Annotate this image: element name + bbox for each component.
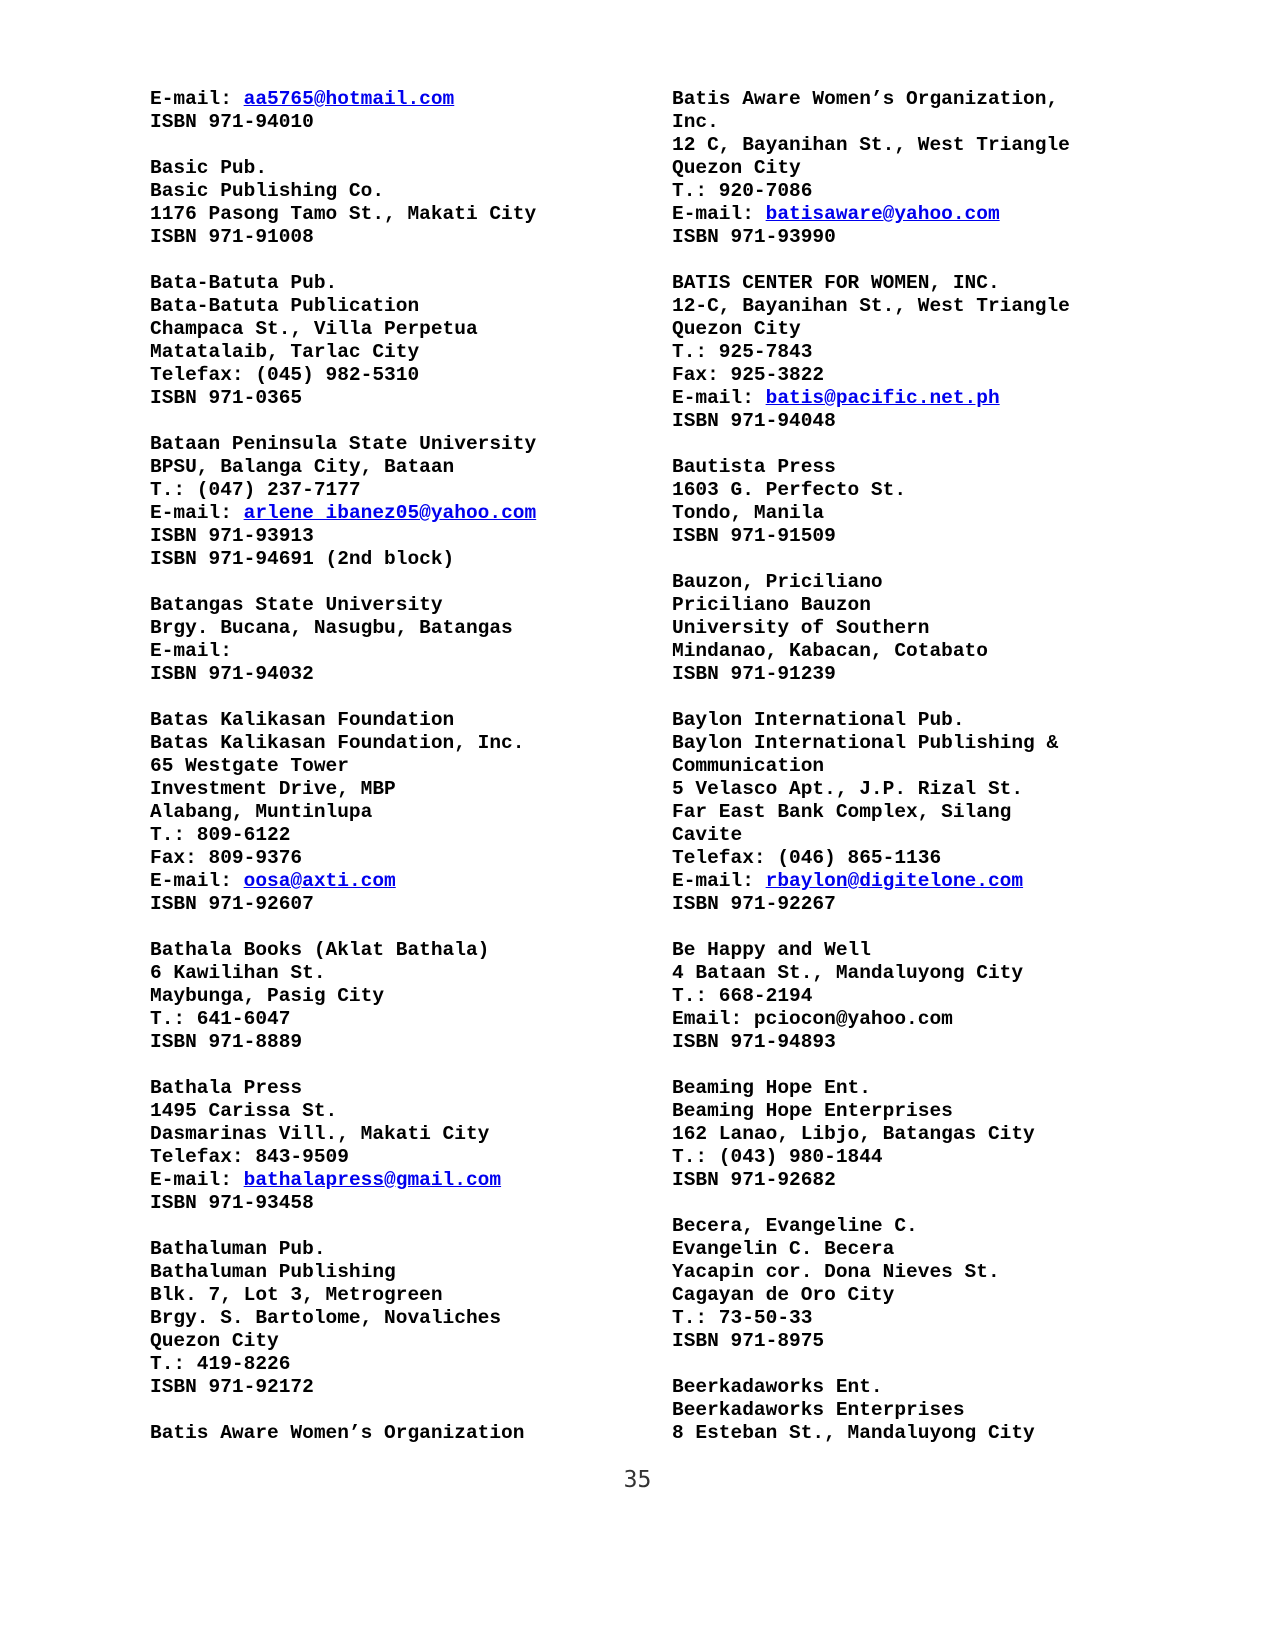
entry-line: T.: (047) 237-7177 [150,479,361,501]
email-label: E-mail: [672,870,766,892]
entry-line: Brgy. Bucana, Nasugbu, Batangas [150,617,513,639]
entry-line: ISBN 971-93458 [150,1192,314,1214]
entry-line: ISBN 971-92267 [672,893,836,915]
entry-line: Quezon City [150,1330,279,1352]
publisher-entry [672,272,1192,433]
entry-line: Batas Kalikasan Foundation, Inc. [150,732,525,754]
entry-line: Inc. [672,111,719,133]
email-link[interactable]: rbaylon@digitelone.com [765,870,1024,892]
entry-line: Bathaluman Publishing [150,1261,396,1283]
email-label: E-mail: [672,203,766,225]
entry-line: 12 C, Bayanihan St., West Triangle [672,134,1070,156]
email-line [150,88,670,111]
entry-line: Baylon International Pub. [672,709,965,731]
entry-line: Fax: 809-9376 [150,847,303,869]
entry-line: ISBN 971-92682 [672,1169,836,1191]
entry-line: Investment Drive, MBP [150,778,396,800]
entry-line: 4 Bataan St., Mandaluyong City [672,962,1024,984]
entry-line: ISBN 971-91509 [672,525,836,547]
publisher-entry [150,157,670,249]
email-link[interactable]: batis@pacific.net.ph [765,387,1000,409]
entry-line: Mindanao, Kabacan, Cotabato [672,640,988,662]
entry-line: ISBN 971-92172 [150,1376,314,1398]
entry-line: Cavite [672,824,743,846]
entry-line: Bathala Press [150,1077,303,1099]
entry-line: Telefax: (046) 865-1136 [672,847,942,869]
entry-line: 12-C, Bayanihan St., West Triangle [672,295,1070,317]
left-column [150,88,670,1468]
page-number: 35 [623,1467,652,1493]
entry-line: BPSU, Balanga City, Bataan [150,456,455,478]
entry-line: 1603 G. Perfecto St. [672,479,907,501]
entry-line: Dasmarinas Vill., Makati City [150,1123,490,1145]
email-label: E-mail: [150,870,244,892]
email-link[interactable]: aa5765@hotmail.com [243,88,455,110]
entry-line: T.: 920-7086 [672,180,813,202]
email-line [672,870,1192,893]
email-line [672,387,1192,410]
entry-line: Batangas State University [150,594,443,616]
entry-line: 1176 Pasong Tamo St., Makati City [150,203,537,225]
entry-line: Alabang, Muntinlupa [150,801,373,823]
entry-line: Becera, Evangeline C. [672,1215,918,1237]
publisher-entry [672,1376,1192,1445]
email-line [150,1169,670,1192]
entry-line: 162 Lanao, Libjo, Batangas City [672,1123,1035,1145]
entry-line: Far East Bank Complex, Silang [672,801,1012,823]
publisher-entry [150,709,670,916]
email-line [150,502,670,525]
entry-line: ISBN 971-0365 [150,387,303,409]
entry-line: Priciliano Bauzon [672,594,871,616]
entry-line: Bataan Peninsula State University [150,433,537,455]
entry-line: T.: (043) 980-1844 [672,1146,883,1168]
publisher-entry [150,594,670,686]
email-line [150,870,670,893]
publisher-entry [672,88,1192,249]
entry-line: University of Southern [672,617,930,639]
entry-line: Bauzon, Priciliano [672,571,883,593]
entry-line: T.: 641-6047 [150,1008,291,1030]
entry-line: 65 Westgate Tower [150,755,349,777]
entry-line: Telefax: (045) 982-5310 [150,364,420,386]
entry-line: Basic Publishing Co. [150,180,385,202]
entry-line: Batas Kalikasan Foundation [150,709,455,731]
publisher-entry [150,88,670,134]
email-link[interactable]: oosa@axti.com [243,870,396,892]
entry-line: 6 Kawilihan St. [150,962,326,984]
entry-line: Fax: 925-3822 [672,364,825,386]
entry-line: Be Happy and Well [672,939,871,961]
entry-line: 5 Velasco Apt., J.P. Rizal St. [672,778,1024,800]
email-link[interactable]: bathalapress@gmail.com [243,1169,502,1191]
entry-line: ISBN 971-94048 [672,410,836,432]
entry-line: Beerkadaworks Enterprises [672,1399,965,1421]
entry-line: T.: 809-6122 [150,824,291,846]
email-line [672,203,1192,226]
publisher-entry [150,1422,670,1445]
entry-line: ISBN 971-93990 [672,226,836,248]
publisher-entry [672,939,1192,1054]
publisher-entry [150,272,670,410]
entry-line: T.: 925-7843 [672,341,813,363]
entry-line: ISBN 971-94010 [150,111,314,133]
entry-line: Batis Aware Women’s Organization, [672,88,1059,110]
entry-line: Beaming Hope Enterprises [672,1100,953,1122]
email-label: E-mail: [150,88,244,110]
entry-line: T.: 668-2194 [672,985,813,1007]
publisher-entry [672,1077,1192,1192]
email-label: E-mail: [672,387,766,409]
entry-line: Yacapin cor. Dona Nieves St. [672,1261,1000,1283]
email-label: E-mail: [150,502,244,524]
entry-line: Telefax: 843-9509 [150,1146,349,1168]
entry-line: BATIS CENTER FOR WOMEN, INC. [672,272,1000,294]
entry-line: ISBN 971-8889 [150,1031,303,1053]
entry-line: ISBN 971-94691 (2nd block) [150,548,455,570]
entry-line: ISBN 971-94893 [672,1031,836,1053]
entry-line: 8 Esteban St., Mandaluyong City [672,1422,1035,1444]
entry-line: Bautista Press [672,456,836,478]
entry-line: E-mail: [150,640,232,662]
right-column [672,88,1192,1468]
entry-line: ISBN 971-93913 [150,525,314,547]
entry-line: Maybunga, Pasig City [150,985,385,1007]
entry-line: Quezon City [672,157,801,179]
publisher-entry [672,571,1192,686]
entry-line: ISBN 971-92607 [150,893,314,915]
publisher-entry [672,1215,1192,1353]
entry-line: Champaca St., Villa Perpetua [150,318,478,340]
email-link[interactable]: arlene_ibanez05@yahoo.com [243,502,537,524]
entry-line: Bata-Batuta Pub. [150,272,338,294]
entry-line: Batis Aware Women’s Organization [150,1422,525,1444]
entry-line: ISBN 971-8975 [672,1330,825,1352]
entry-line: Email: pciocon@yahoo.com [672,1008,953,1030]
entry-line: T.: 419-8226 [150,1353,291,1375]
entry-line: Beaming Hope Ent. [672,1077,871,1099]
entry-line: Brgy. S. Bartolome, Novaliches [150,1307,502,1329]
entry-line: Baylon International Publishing & [672,732,1059,754]
entry-line: Bathaluman Pub. [150,1238,326,1260]
email-label: E-mail: [150,1169,244,1191]
entry-line: Cagayan de Oro City [672,1284,895,1306]
publisher-entry [672,709,1192,916]
entry-line: Basic Pub. [150,157,268,179]
email-link[interactable]: batisaware@yahoo.com [765,203,1000,225]
publisher-entry [672,456,1192,548]
entry-line: Bata-Batuta Publication [150,295,420,317]
entry-line: Beerkadaworks Ent. [672,1376,883,1398]
publisher-entry [150,1077,670,1215]
entry-line: Matatalaib, Tarlac City [150,341,420,363]
entry-line: ISBN 971-91008 [150,226,314,248]
entry-line: T.: 73-50-33 [672,1307,813,1329]
entry-line: ISBN 971-91239 [672,663,836,685]
entry-line: Communication [672,755,825,777]
publisher-entry [150,433,670,571]
publisher-entry [150,939,670,1054]
entry-line: Tondo, Manila [672,502,825,524]
entry-line: 1495 Carissa St. [150,1100,338,1122]
entry-line: ISBN 971-94032 [150,663,314,685]
entry-line: Blk. 7, Lot 3, Metrogreen [150,1284,443,1306]
entry-line: Quezon City [672,318,801,340]
entry-line: Bathala Books (Aklat Bathala) [150,939,490,961]
entry-line: Evangelin C. Becera [672,1238,895,1260]
publisher-entry [150,1238,670,1399]
